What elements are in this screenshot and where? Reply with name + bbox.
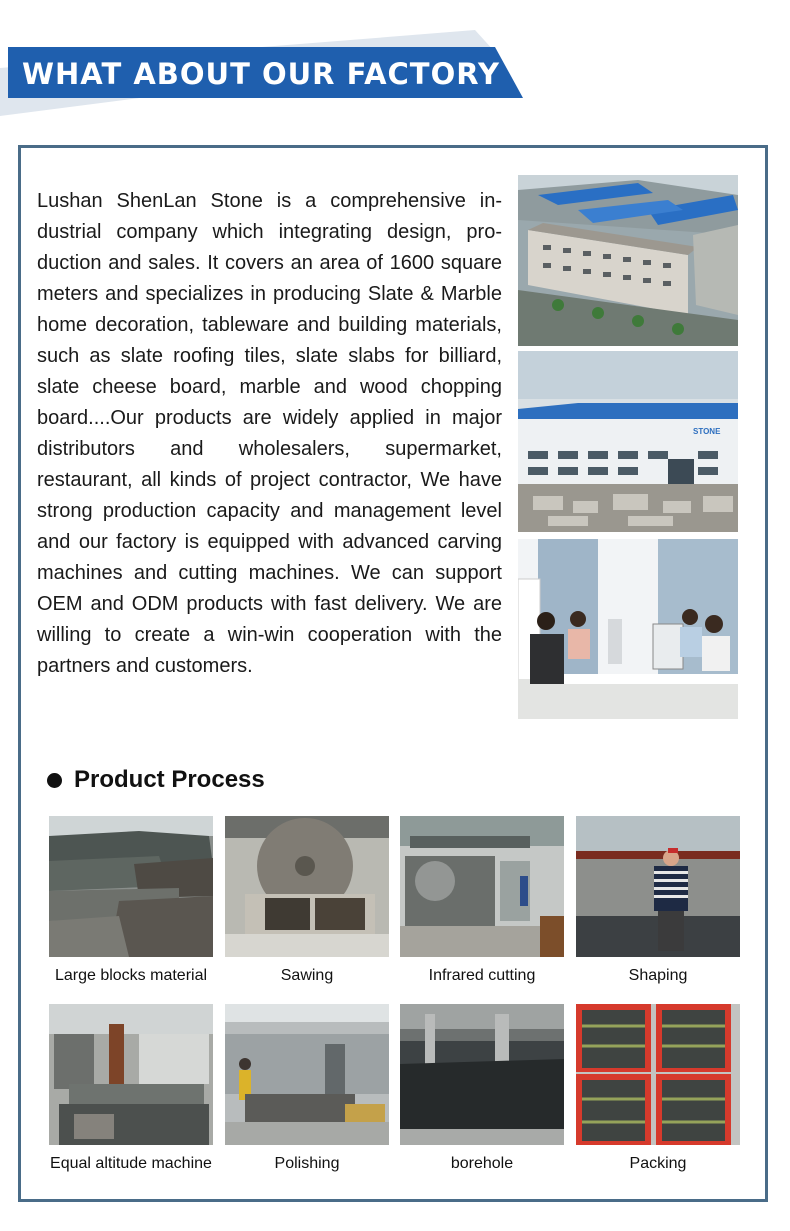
factory-building-photo <box>518 351 738 532</box>
step-label: Polishing <box>274 1155 340 1172</box>
company-description: Lushan ShenLan Stone is a comprehensive industrial company which integrating design, production and sales. It covers an area of 1600 square meters and specializes in producing Slate & Marble home decoration, tableware and building materials, such as slate roofing tiles, slate slabs for billiard, slate cheese board, marble and wood chopping board....Our products are widely applied in major distributors and wholesalers, supermarket, restaurant, all kinds of project contractor, We have strong production capacity and management level and our factory is equipped with advanced carving machines and cutting machines. We can support OEM and ODM products with fast delivery. We are willing to create a win-win cooperation with the partners and customers. <box>37 190 502 677</box>
step-photo-equal-altitude-machine <box>49 1004 213 1145</box>
step-label: Large blocks material <box>54 967 208 984</box>
factory-aerial-photo <box>518 175 738 346</box>
step-photo-borehole <box>400 1004 564 1145</box>
step-photo-large-blocks <box>49 816 213 957</box>
building-sign: STONE <box>693 427 721 436</box>
office-staff-photo <box>518 539 738 719</box>
bullet-icon <box>47 773 62 788</box>
process-title: Product Process <box>74 766 265 793</box>
section-title: WHAT ABOUT OUR FACTORY <box>22 57 500 91</box>
step-photo-polishing <box>225 1004 389 1145</box>
step-label: Infrared cutting <box>428 967 536 984</box>
step-photo-sawing <box>225 816 389 957</box>
step-label: Packing <box>629 1155 687 1172</box>
step-label: Sawing <box>280 967 334 984</box>
step-label: Equal altitude machine <box>50 1155 212 1172</box>
process-heading <box>47 764 265 796</box>
step-photo-shaping <box>576 816 740 957</box>
step-label: borehole <box>450 1155 514 1172</box>
step-photo-infrared-cutting <box>400 816 564 957</box>
step-label: Shaping <box>628 967 688 984</box>
step-photo-packing <box>576 1004 740 1145</box>
